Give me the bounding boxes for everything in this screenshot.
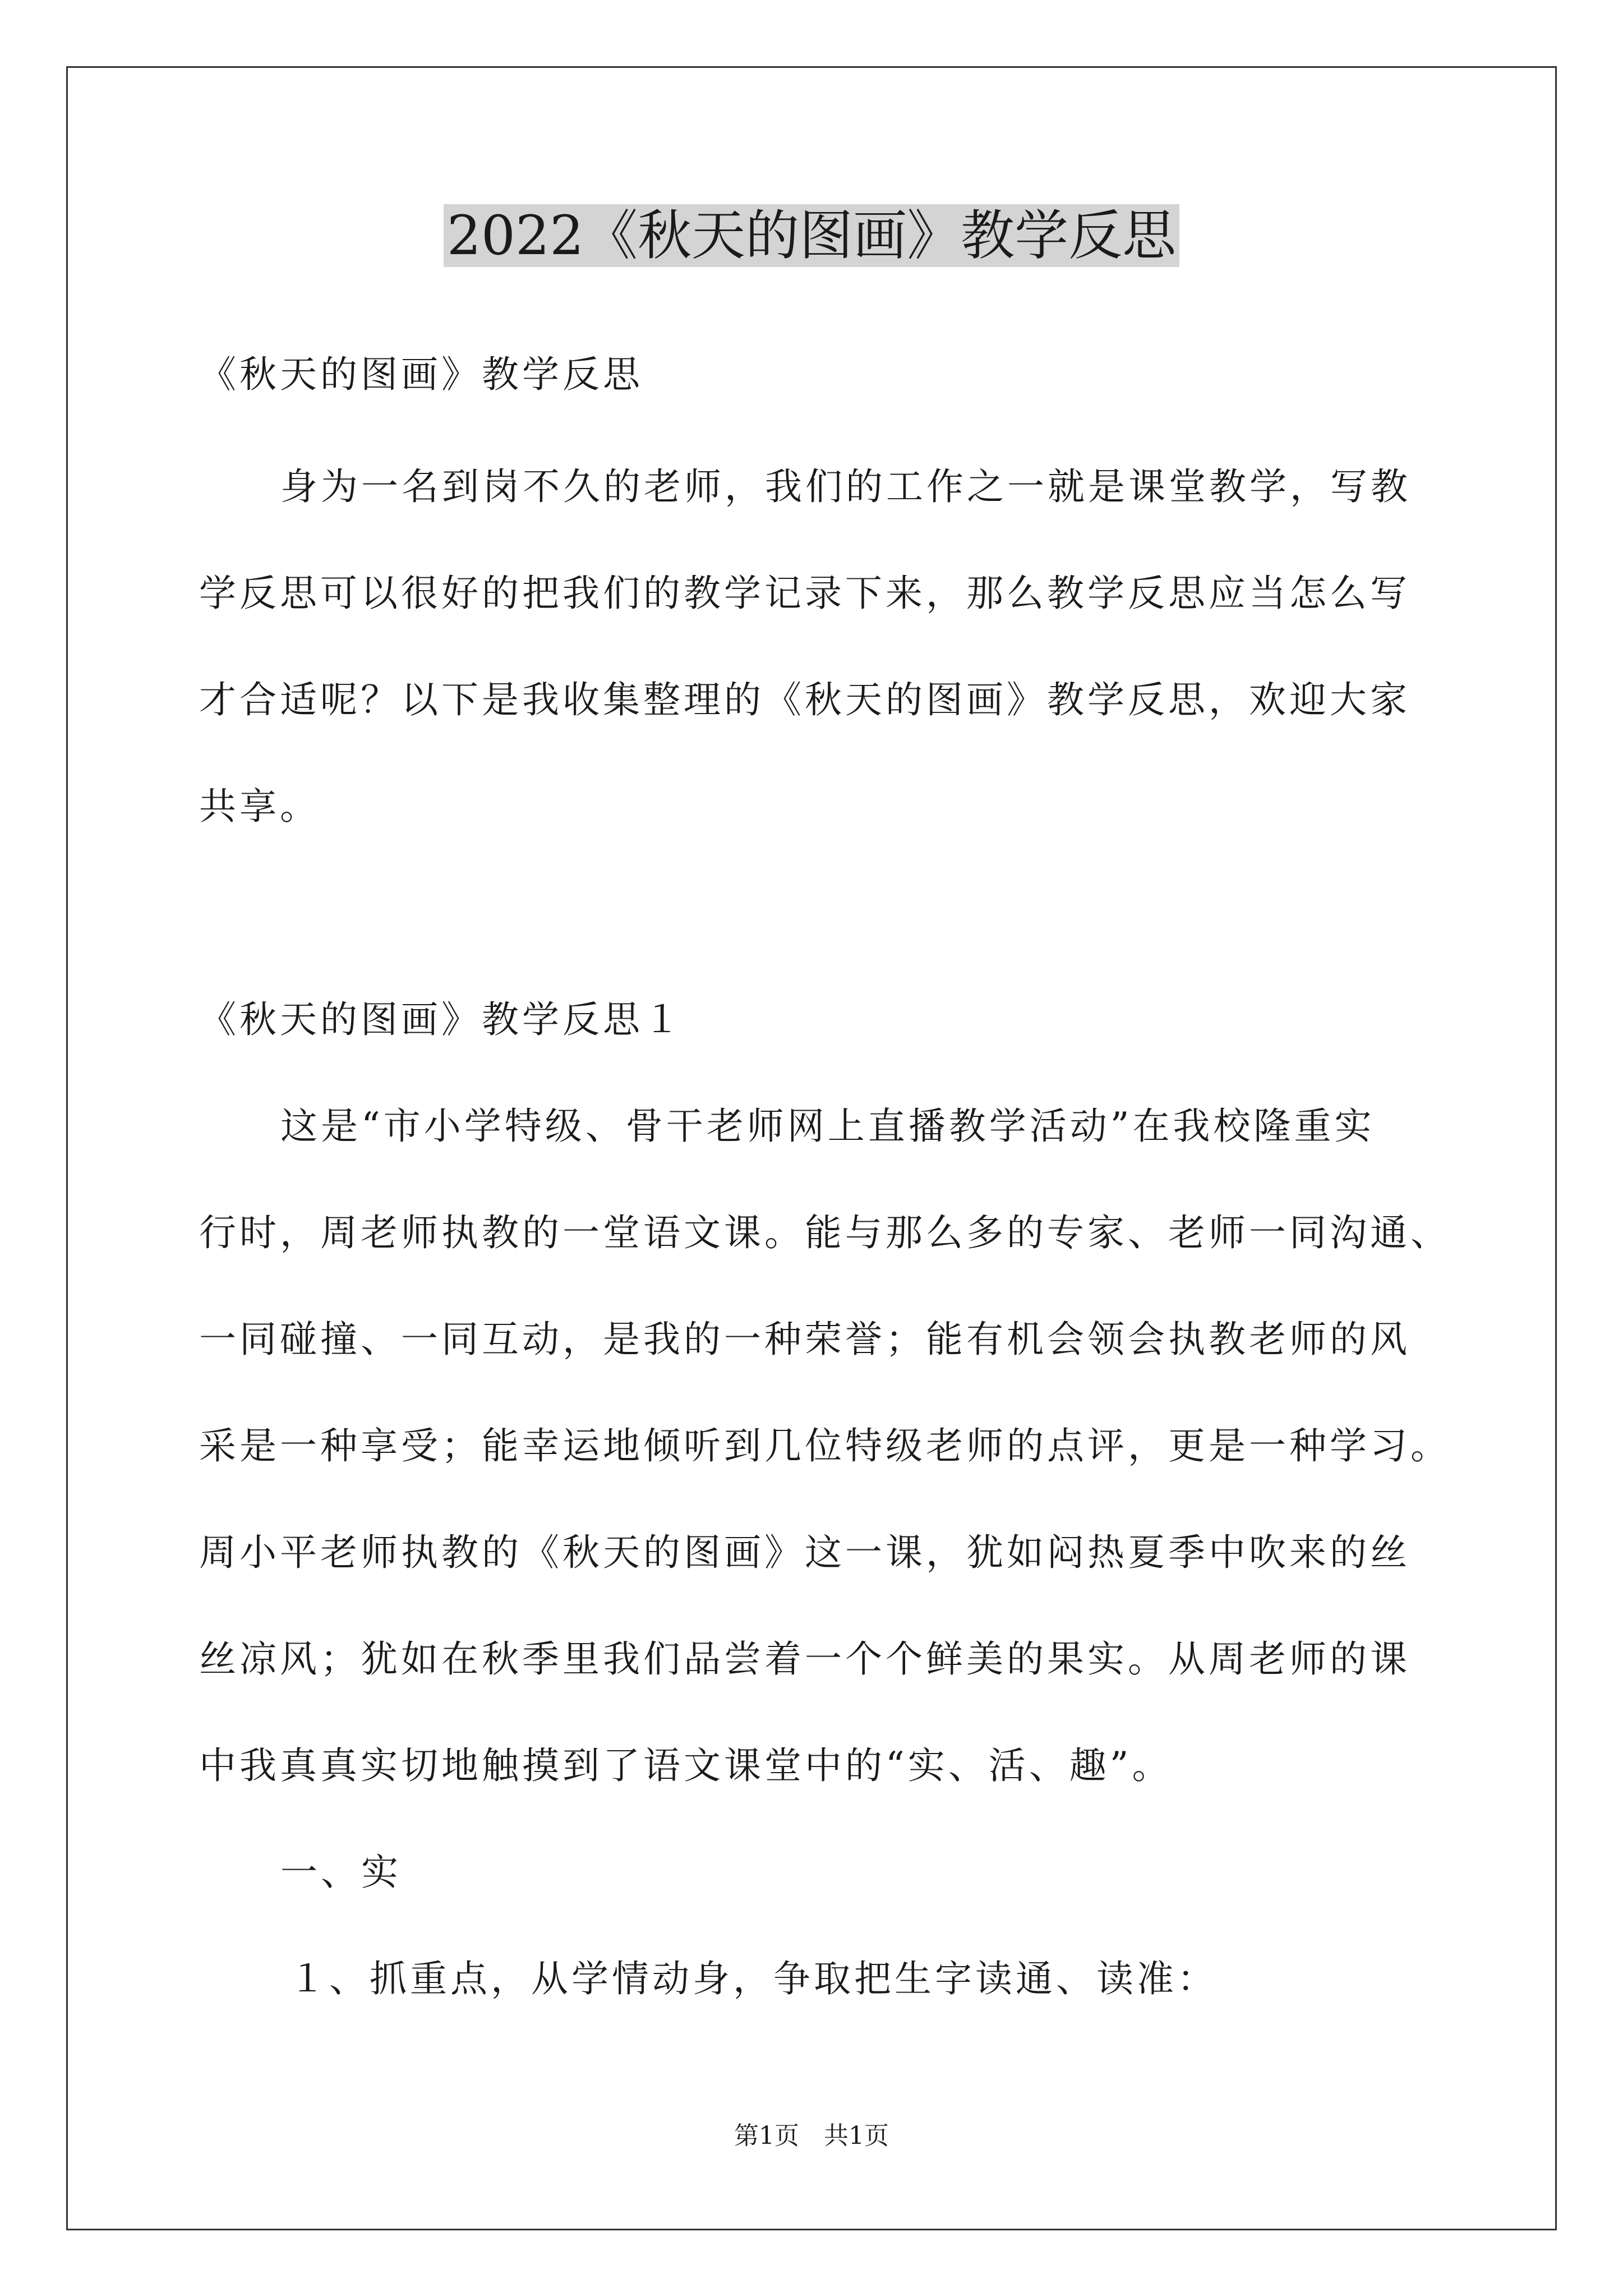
- page-footer: 第1页 共1页: [734, 2122, 889, 2150]
- intro-line: 身为一名到岗不久的老师，我们的工作之一就是课堂教学，写教: [280, 465, 1411, 508]
- section-heading: 《秋天的图画》教学反思１: [199, 998, 684, 1041]
- intro-line: 共享。: [199, 785, 320, 828]
- section-line: 采是一种享受；能幸运地倾听到几位特级老师的点评，更是一种学习。: [199, 1424, 1451, 1467]
- intro-line: 才合适呢？以下是我收集整理的《秋天的图画》教学反思，欢迎大家: [199, 678, 1410, 721]
- section-line: 这是“市小学特级、骨干老师网上直播教学活动”在我校隆重实: [280, 1105, 1375, 1148]
- document-title-text: 2022《秋天的图画》教学反思: [444, 204, 1179, 267]
- document-subtitle: 《秋天的图画》教学反思: [199, 353, 643, 396]
- subheading: 一、实: [280, 1851, 402, 1894]
- section-line: 丝凉风；犹如在秋季里我们品尝着一个个鲜美的果实。从周老师的课: [199, 1637, 1410, 1681]
- section-line: 周小平老师执教的《秋天的图画》这一课，犹如闷热夏季中吹来的丝: [199, 1531, 1410, 1574]
- list-item: １、抓重点，从学情动身，争取把生字读通、读准：: [289, 1957, 1218, 2000]
- document-title: [0, 196, 1623, 275]
- intro-line: 学反思可以很好的把我们的教学记录下来，那么教学反思应当怎么写: [199, 572, 1410, 615]
- section-line: 中我真真实切地触摸到了语文课堂中的“实、活、趣”。: [199, 1744, 1173, 1787]
- section-line: 一同碰撞、一同互动，是我的一种荣誉；能有机会领会执教老师的风: [199, 1318, 1410, 1361]
- section-line: 行时，周老师执教的一堂语文课。能与那么多的专家、老师一同沟通、: [199, 1211, 1451, 1254]
